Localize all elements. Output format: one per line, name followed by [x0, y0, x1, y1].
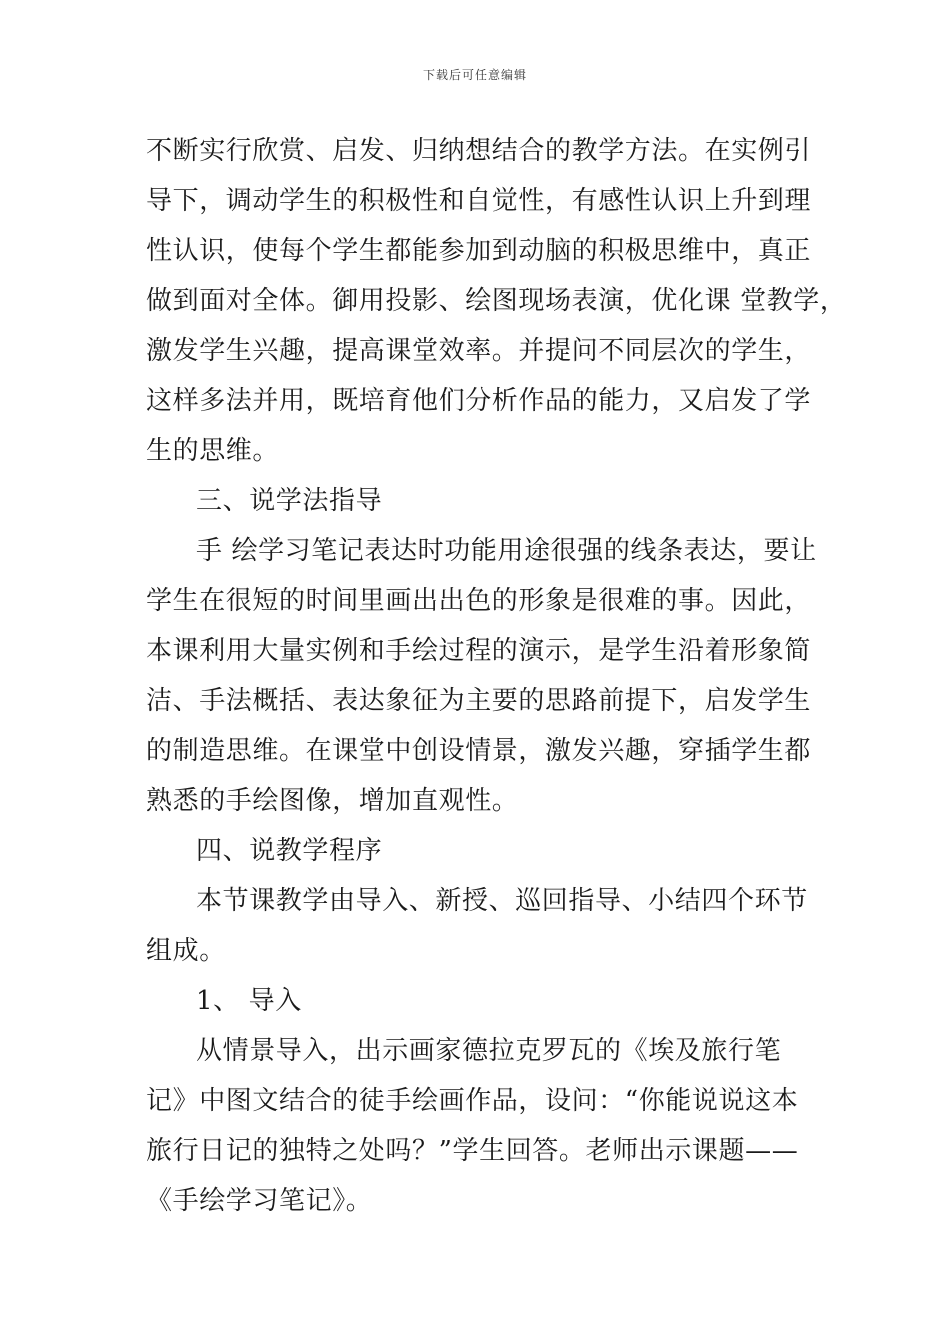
text-line: 手 绘学习笔记表达时功能用途很强的线条表达，要让 [196, 536, 817, 566]
page-header: 下载后可任意编辑 [422, 68, 527, 82]
text-line: 本课利用大量实例和手绘过程的演示，是学生沿着形象简 [146, 636, 812, 666]
text-line: 从情景导入，出示画家德拉克罗瓦的《埃及旅行笔 [196, 1036, 782, 1066]
text-line: 本节课教学由导入、新授、巡回指导、小结四个环节 [196, 886, 808, 916]
text-line: 性认识，使每个学生都能参加到动脑的积极思维中，真正 [146, 236, 812, 266]
text-line: 记》中图文结合的徒手绘画作品，设问：“你能说说这本 [146, 1086, 799, 1116]
text-line: 熟悉的手绘图像，增加直观性。 [146, 786, 519, 816]
text-line: 旅行日记的独特之处吗？”学生回答。老师出示课题—— [146, 1136, 799, 1166]
text-line: 的制造思维。在课堂中创设情景，激发兴趣，穿插学生都 [146, 736, 812, 766]
text-line: 《手绘学习笔记》。 [146, 1186, 373, 1216]
text-line: 洁、手法概括、表达象征为主要的思路前提下，启发学生 [146, 686, 812, 716]
section-heading: 四、说教学程序 [196, 836, 383, 866]
section-heading: 三、说学法指导 [196, 486, 383, 516]
text-line: 这样多法并用，既培育他们分析作品的能力，又启发了学 [146, 386, 812, 416]
text-line: 导下，调动学生的积极性和自觉性，有感性认识上升到理 [146, 186, 812, 216]
subsection-heading: 1、 导入 [196, 986, 302, 1016]
text-line: 不断实行欣赏、启发、归纳想结合的教学方法。在实例引 [146, 136, 812, 166]
text-line: 学生在很短的时间里画出出色的形象是很难的事。因此， [146, 586, 812, 616]
text-line: 组成。 [146, 936, 226, 966]
text-line: 生的思维。 [146, 436, 280, 466]
text-line: 激发学生兴趣，提高课堂效率。并提问不同层次的学生， [146, 336, 812, 366]
text-line: 做到面对全体。御用投影、绘图现场表演，优化课 堂教学， [146, 286, 847, 316]
